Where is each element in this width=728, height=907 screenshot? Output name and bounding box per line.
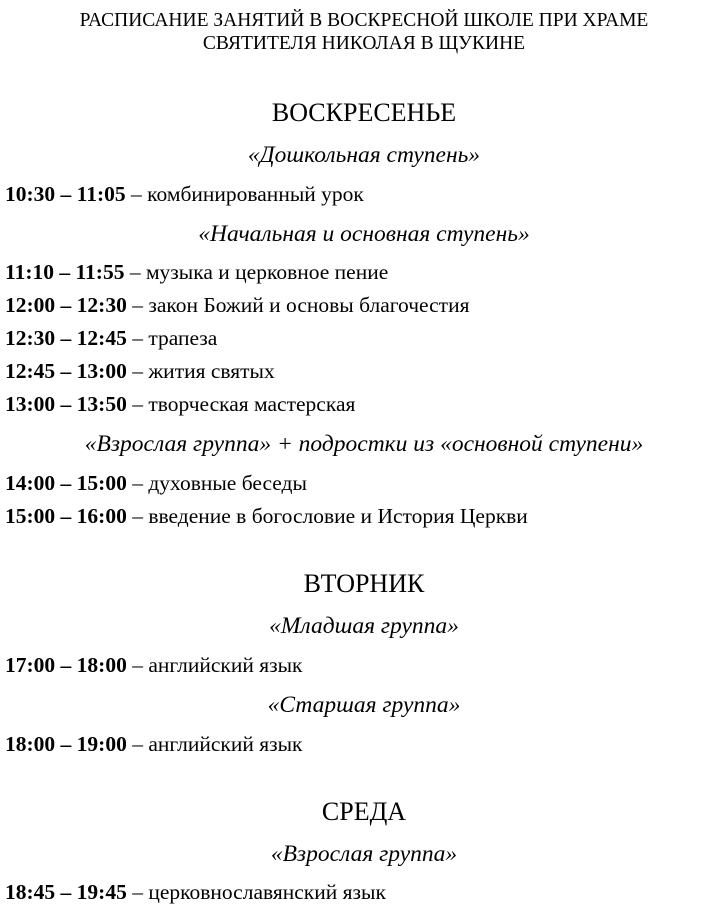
- group-heading-preschool: «Дошкольная ступень»: [247, 142, 481, 168]
- lesson-subject: – английский язык: [126, 732, 303, 756]
- lesson-row: [5, 652, 303, 678]
- lesson-time: 18:45 – 19:45: [5, 880, 127, 904]
- lesson-subject: – духовные беседы: [126, 471, 307, 495]
- lesson-row: [5, 358, 275, 384]
- lesson-subject: – трапеза: [126, 326, 218, 350]
- lesson-time: 12:45 – 13:00: [5, 359, 127, 383]
- group-heading-primary: «Начальная и основная ступень»: [198, 221, 530, 247]
- day-heading-tuesday: ВТОРНИК: [303, 569, 425, 598]
- title-line-1: РАСПИСАНИЕ ЗАНЯТИЙ В ВОСКРЕСНОЙ ШКОЛЕ ПРИ ХРАМЕ: [79, 10, 649, 31]
- lesson-row: [5, 292, 469, 318]
- lesson-subject: – комбинированный урок: [125, 182, 364, 206]
- lesson-time: 18:00 – 19:00: [5, 732, 127, 756]
- lesson-time: 17:00 – 18:00: [5, 653, 127, 677]
- title-line-2: СВЯТИТЕЛЯ НИКОЛАЯ В ЩУКИНЕ: [202, 33, 526, 54]
- lesson-row: [5, 391, 355, 417]
- lesson-time: 14:00 – 15:00: [5, 471, 127, 495]
- lesson-subject: – творческая мастерская: [126, 392, 356, 416]
- lesson-subject: – введение в богословие и История Церкви: [126, 504, 528, 528]
- lesson-row: [5, 503, 528, 529]
- lesson-row: [5, 731, 303, 757]
- lesson-time: 11:10 – 11:55: [5, 260, 125, 284]
- lesson-row: [5, 879, 386, 905]
- lesson-subject: – церковнославянский язык: [126, 880, 386, 904]
- lesson-row: [5, 181, 364, 207]
- lesson-subject: – жития святых: [126, 359, 275, 383]
- group-heading-adult: «Взрослая группа»: [270, 841, 458, 867]
- day-heading-sunday: ВОСКРЕСЕНЬЕ: [271, 98, 457, 127]
- lesson-time: 13:00 – 13:50: [5, 392, 127, 416]
- group-heading-senior: «Старшая группа»: [267, 692, 461, 718]
- lesson-subject: – музыка и церковное пение: [124, 260, 389, 284]
- lesson-time: 15:00 – 16:00: [5, 504, 127, 528]
- lesson-time: 10:30 – 11:05: [5, 182, 126, 206]
- lesson-row: [5, 325, 217, 351]
- lesson-time: 12:30 – 12:45: [5, 326, 127, 350]
- lesson-subject: – английский язык: [126, 653, 303, 677]
- day-heading-wednesday: СРЕДА: [321, 797, 407, 826]
- document-title: [0, 9, 728, 55]
- lesson-row: [5, 259, 388, 285]
- lesson-time: 12:00 – 12:30: [5, 293, 127, 317]
- group-heading-adult-teens: «Взрослая группа» + подростки из «основной ступени»: [84, 431, 644, 457]
- lesson-row: [5, 470, 307, 496]
- lesson-subject: – закон Божий и основы благочестия: [126, 293, 470, 317]
- group-heading-junior: «Младшая группа»: [269, 613, 459, 639]
